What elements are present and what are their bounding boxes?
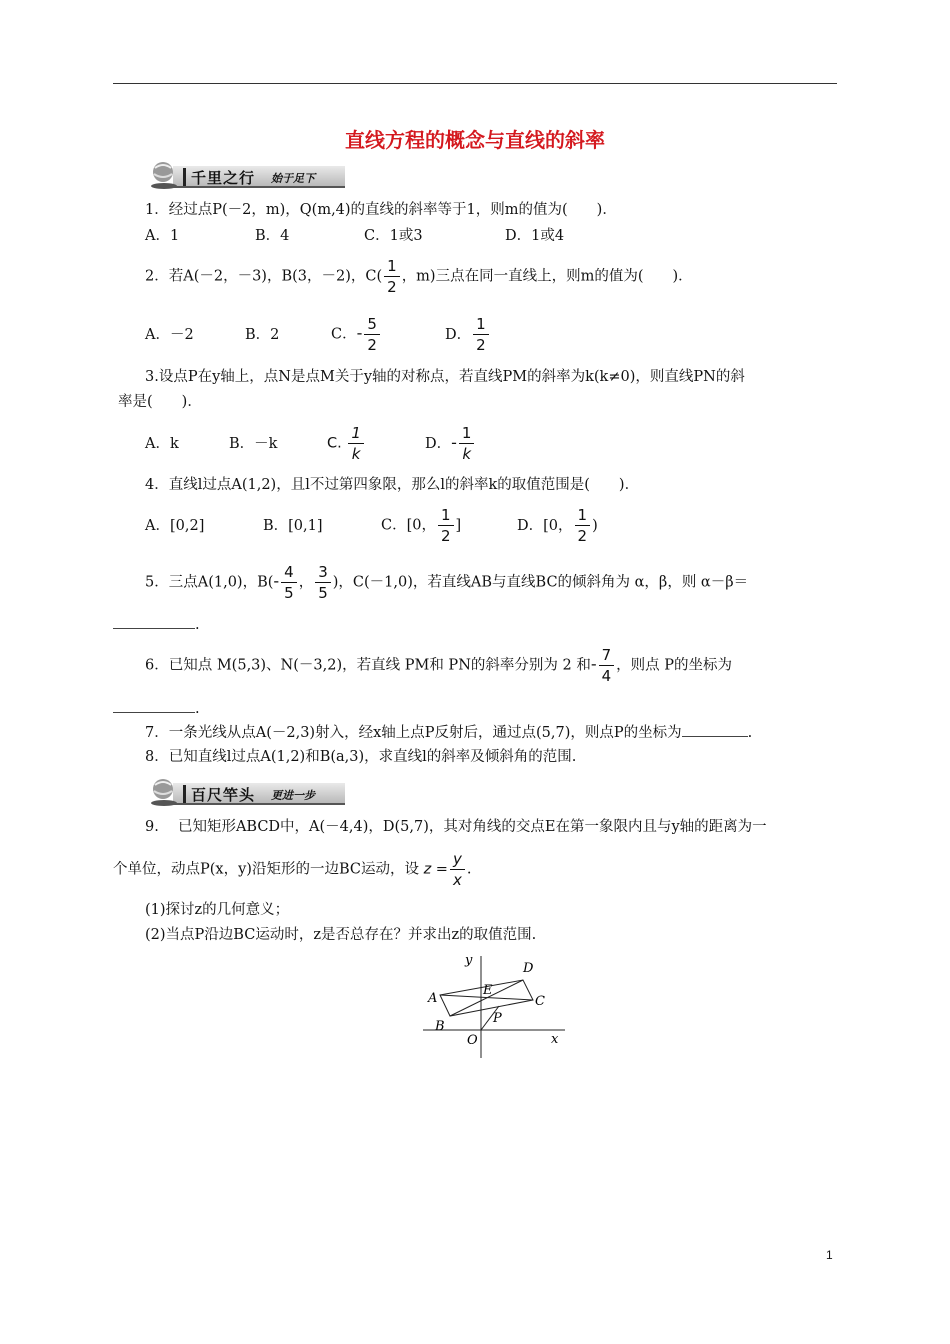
figure-label-e: E bbox=[483, 983, 493, 998]
figure-label-x: x bbox=[551, 1032, 559, 1047]
figure-label-o: O bbox=[467, 1033, 478, 1048]
q2-option-c: C．- $\frac{5}{2}$ bbox=[331, 314, 445, 355]
q4-option-d: D．[0， $\frac{1}{2}$ ) bbox=[517, 506, 598, 545]
q7-answer-blank[interactable] bbox=[682, 722, 748, 737]
question-1: 1．经过点P(－2，m)，Q(m,4)的直线的斜率等于1，则m的值为( )． bbox=[145, 202, 617, 218]
figure-label-a: A bbox=[428, 991, 438, 1006]
q3-options bbox=[145, 423, 476, 464]
banner-subtitle: 始于足下 bbox=[271, 172, 315, 185]
question-5: 5．三点A(1,0)，B(- $\frac{4}{5}$ ， $\frac{3}{5}$ )，C(－1,0)，若直线AB与直线BC的倾斜角为 α，β，则 α－β＝ bbox=[145, 563, 749, 602]
figure-label-p: P bbox=[493, 1011, 502, 1026]
question-9-line-2: 个单位，动点P(x，y)沿矩形的一边BC运动，设 z = $\frac{y}{x}$ . bbox=[113, 850, 472, 889]
q2-option-d: D． $\frac{1}{2}$ bbox=[445, 327, 491, 343]
banner-title: 千里之行 bbox=[191, 169, 256, 187]
question-2: 2．若A(－2，－3)，B(3，－2)，C( $\frac{1}{2}$ ，m)三点在同一直线上，则m的值为( )． bbox=[145, 257, 693, 296]
rectangle-figure bbox=[415, 950, 575, 1065]
q6-answer-blank[interactable]: . bbox=[113, 698, 200, 719]
question-4: 4．直线l过点A(1,2)，且l不过第四象限，那么l的斜率k的取值范围是( )． bbox=[145, 477, 640, 493]
question-6: 6．已知点 M(5,3)、N(－3,2)，若直线 PM和 PN的斜率分别为 2 和- $\frac{7}{4}$ ，则点 P的坐标为 bbox=[145, 646, 733, 685]
page-title: 直线方程的概念与直线的斜率 bbox=[345, 128, 605, 152]
ball-icon bbox=[149, 777, 179, 807]
q4-option-a: A．[0,2] bbox=[145, 517, 205, 534]
question-3-line-1: 3.设点P在y轴上，点N是点M关于y轴的对称点，若直线PM的斜率为k(k≠0)，则直线PN的斜 bbox=[145, 369, 745, 385]
figure-label-b: B bbox=[435, 1019, 445, 1034]
q1-option-d: D．1或4 bbox=[505, 228, 565, 244]
banner-title: 百尺竿头 bbox=[191, 786, 256, 804]
page-number: 1 bbox=[826, 1248, 833, 1262]
q4-option-c: C．[0， $\frac{1}{2}$ ] bbox=[381, 506, 462, 545]
figure-label-c: C bbox=[535, 994, 545, 1009]
q1-option-a: A．1 bbox=[145, 228, 180, 244]
question-8: 8．已知直线l过点A(1,2)和B(a,3)，求直线l的斜率及倾斜角的范围. bbox=[145, 749, 577, 765]
q1-option-c: C．1或3 bbox=[364, 228, 423, 244]
question-9-part-1: (1)探讨z的几何意义； bbox=[145, 902, 290, 918]
ball-icon bbox=[149, 160, 179, 190]
q3-option-b: B．－k bbox=[229, 435, 278, 452]
q3-option-a: A．k bbox=[145, 435, 179, 452]
q3-option-d: D．- $\frac{1}{k}$ bbox=[425, 436, 476, 452]
q2-options bbox=[145, 314, 491, 355]
q4-options bbox=[145, 505, 598, 546]
figure-label-y: y bbox=[465, 953, 473, 968]
q1-option-b: B．4 bbox=[255, 228, 290, 244]
question-3-line-2: 率是( )． bbox=[118, 394, 202, 410]
question-7: 7．一条光线从点A(－2,3)射入，经x轴上点P反射后，通过点(5,7)，则点P的坐标为 . bbox=[145, 722, 752, 743]
q5-answer-blank[interactable]: . bbox=[113, 614, 200, 635]
section-banner-1 bbox=[145, 160, 345, 190]
question-9-part-2: (2)当点P沿边BC运动时，z是否总存在？并求出z的取值范围. bbox=[145, 927, 537, 943]
question-9-line-1: 9. 已知矩形ABCD中，A(－4,4)，D(5,7)，其对角线的交点E在第一象限内且与y轴的距离为一 bbox=[145, 819, 767, 835]
q4-option-b: B．[0,1] bbox=[263, 517, 323, 534]
section-banner-2 bbox=[145, 777, 345, 807]
figure-label-d: D bbox=[523, 961, 534, 976]
banner-subtitle: 更进一步 bbox=[271, 789, 315, 802]
fraction: $\frac{1}{2}$ bbox=[384, 256, 400, 297]
q2-option-b: B．2 bbox=[245, 326, 280, 343]
q3-option-c: C. $\frac{1}{k}$ bbox=[327, 423, 425, 464]
header-rule bbox=[113, 83, 837, 84]
q2-option-a: A．－2 bbox=[145, 326, 194, 343]
